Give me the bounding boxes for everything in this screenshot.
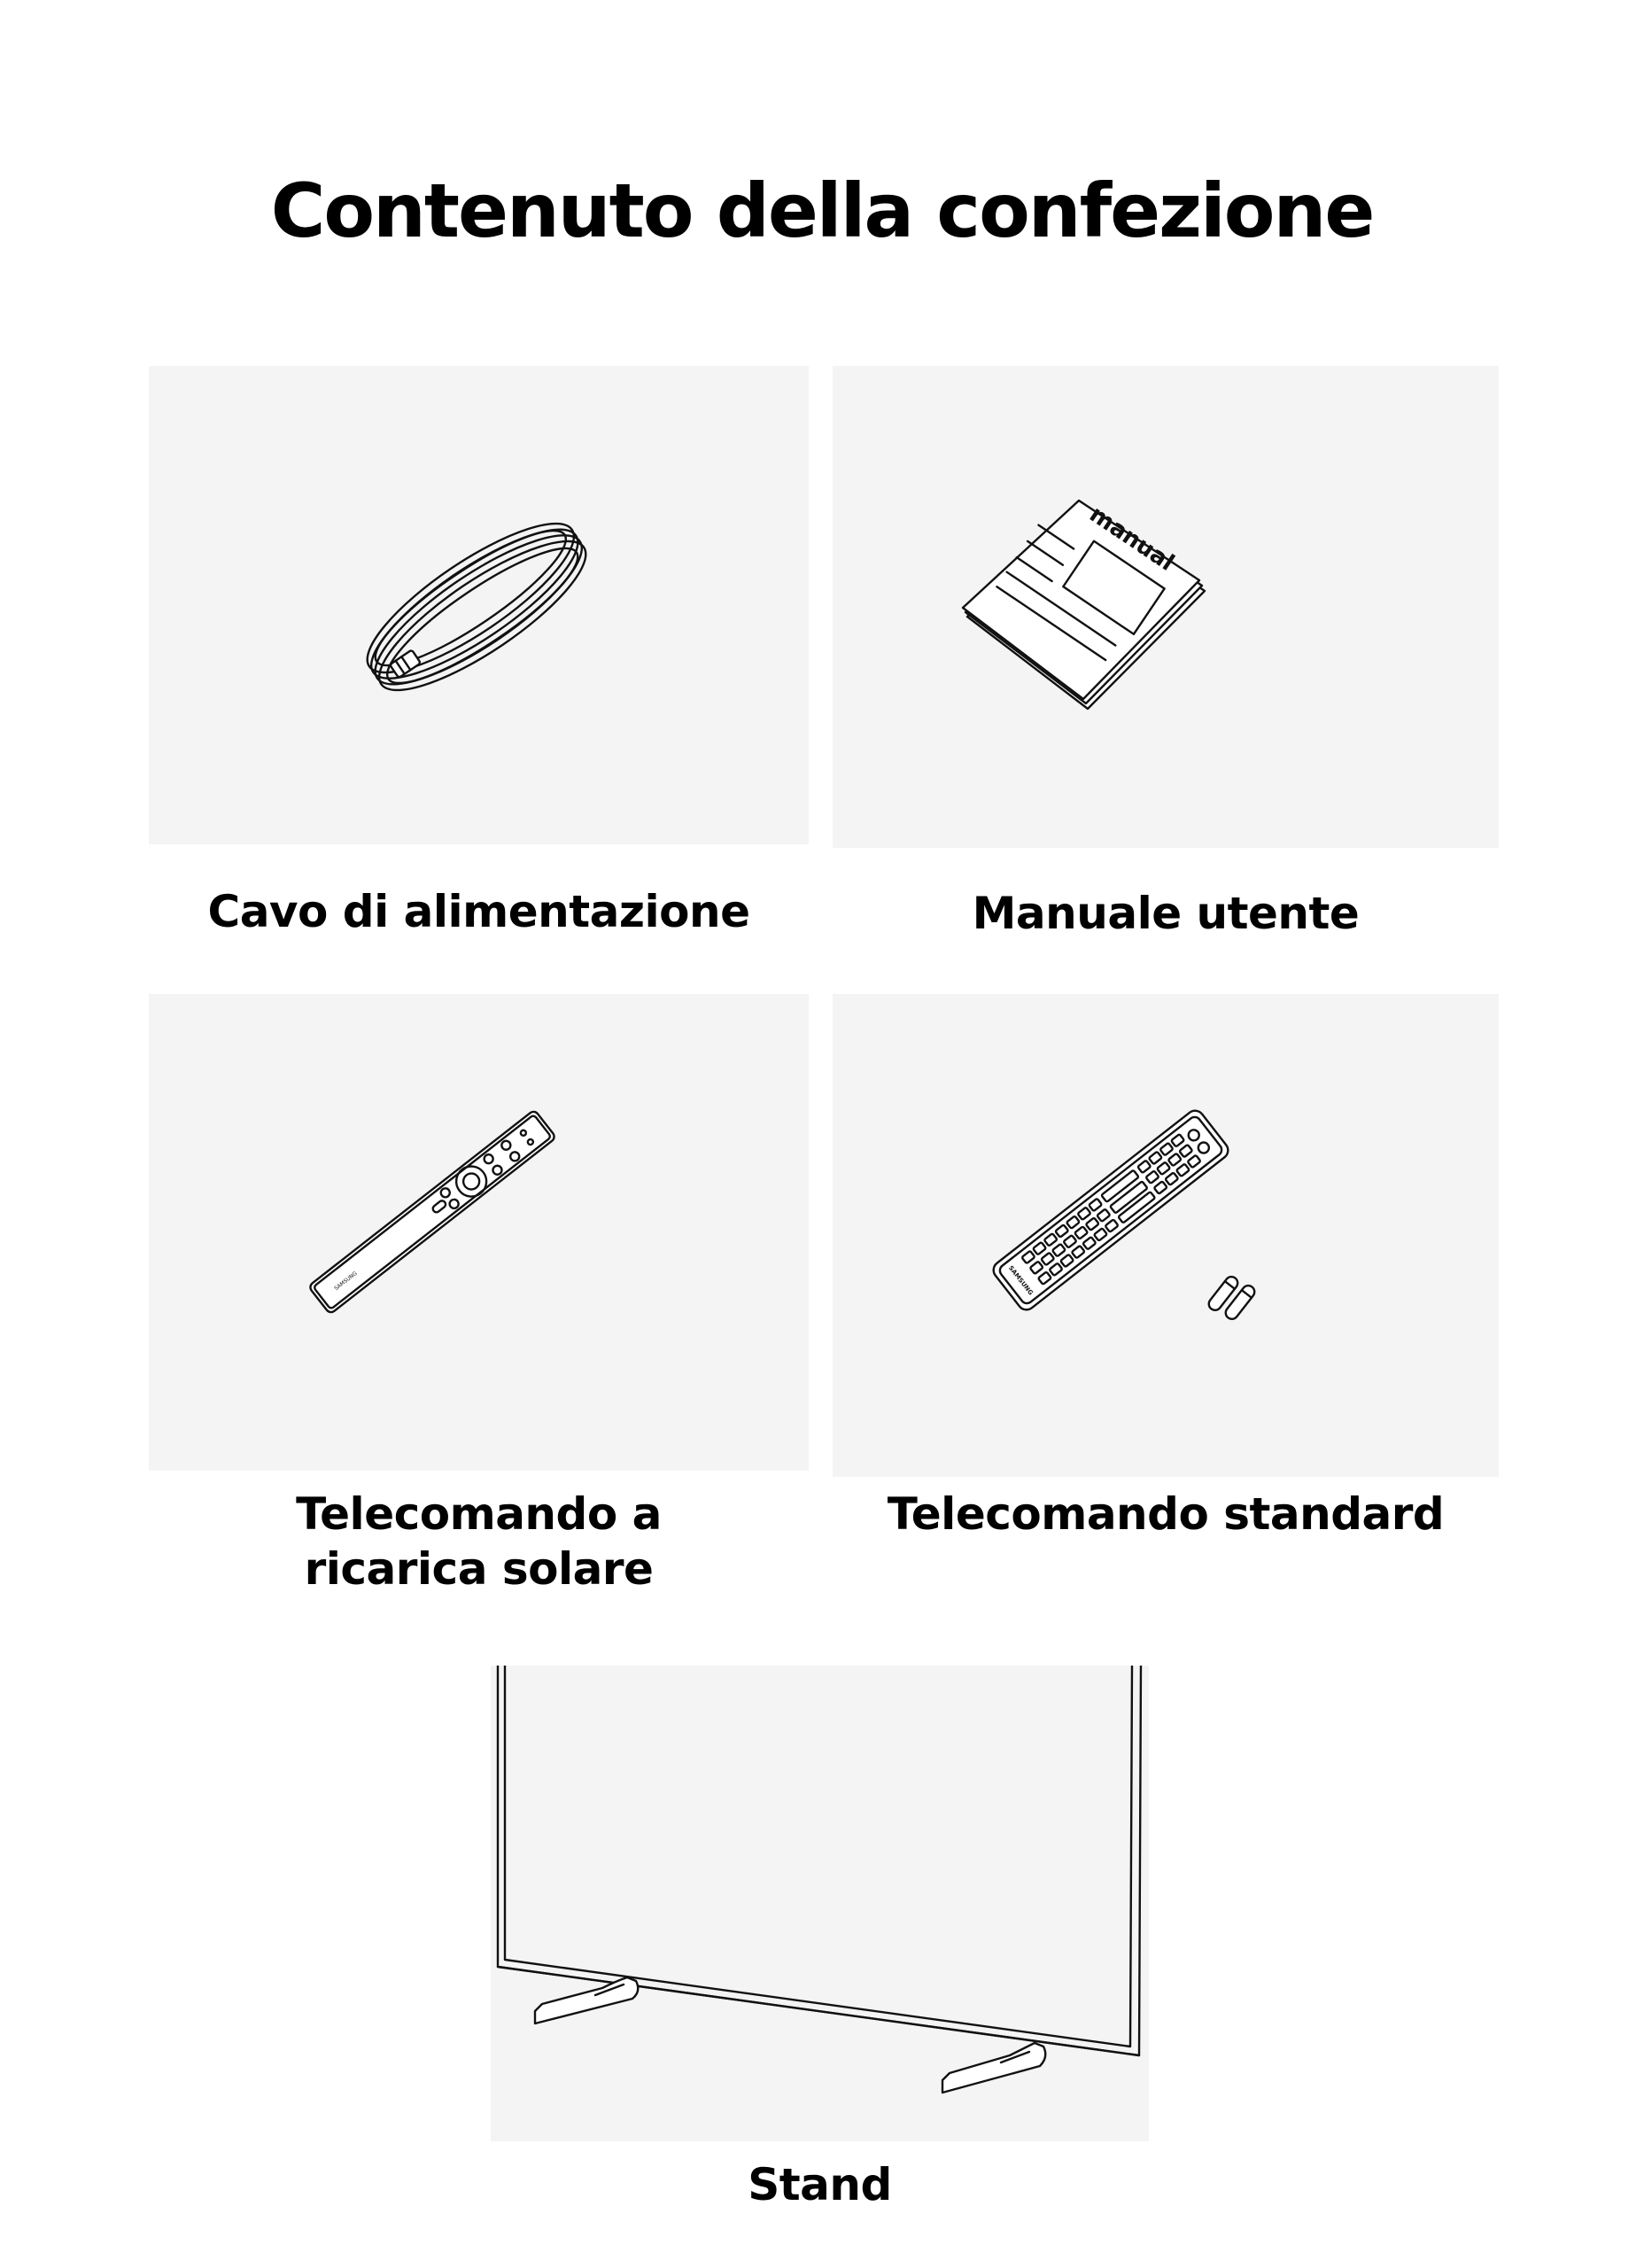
tv-stand-icon — [491, 1666, 1149, 2141]
stand-foot-left — [535, 1977, 638, 2023]
standard-remote-panel — [833, 994, 1499, 1477]
solar-remote-icon — [149, 994, 809, 1471]
solar-remote-print: SAMSUNG — [333, 1270, 359, 1293]
power-cable-panel — [149, 366, 809, 844]
page-title: Contenuto della confezione — [270, 167, 1374, 255]
user-manual-label: Manuale utente — [972, 888, 1360, 939]
solar-remote-label: Telecomando a ricarica solare — [296, 1488, 662, 1595]
power-cable-label: Cavo di alimentazione — [207, 886, 750, 937]
solar-remote-panel — [149, 994, 809, 1471]
standard-remote-print: SAMSUNG — [1006, 1264, 1035, 1297]
standard-remote-icon — [833, 994, 1499, 1477]
user-manual-icon — [833, 366, 1499, 848]
standard-remote-label: Telecomando standard — [887, 1488, 1445, 1540]
power-cable-icon — [149, 366, 809, 844]
batteries-icon — [1206, 1274, 1257, 1321]
stand-foot-right — [942, 2043, 1045, 2093]
manual-cover-print: manual — [1084, 501, 1179, 577]
stand-label: Stand — [748, 2159, 892, 2210]
user-manual-panel — [833, 366, 1499, 848]
stand-panel — [491, 1666, 1149, 2141]
